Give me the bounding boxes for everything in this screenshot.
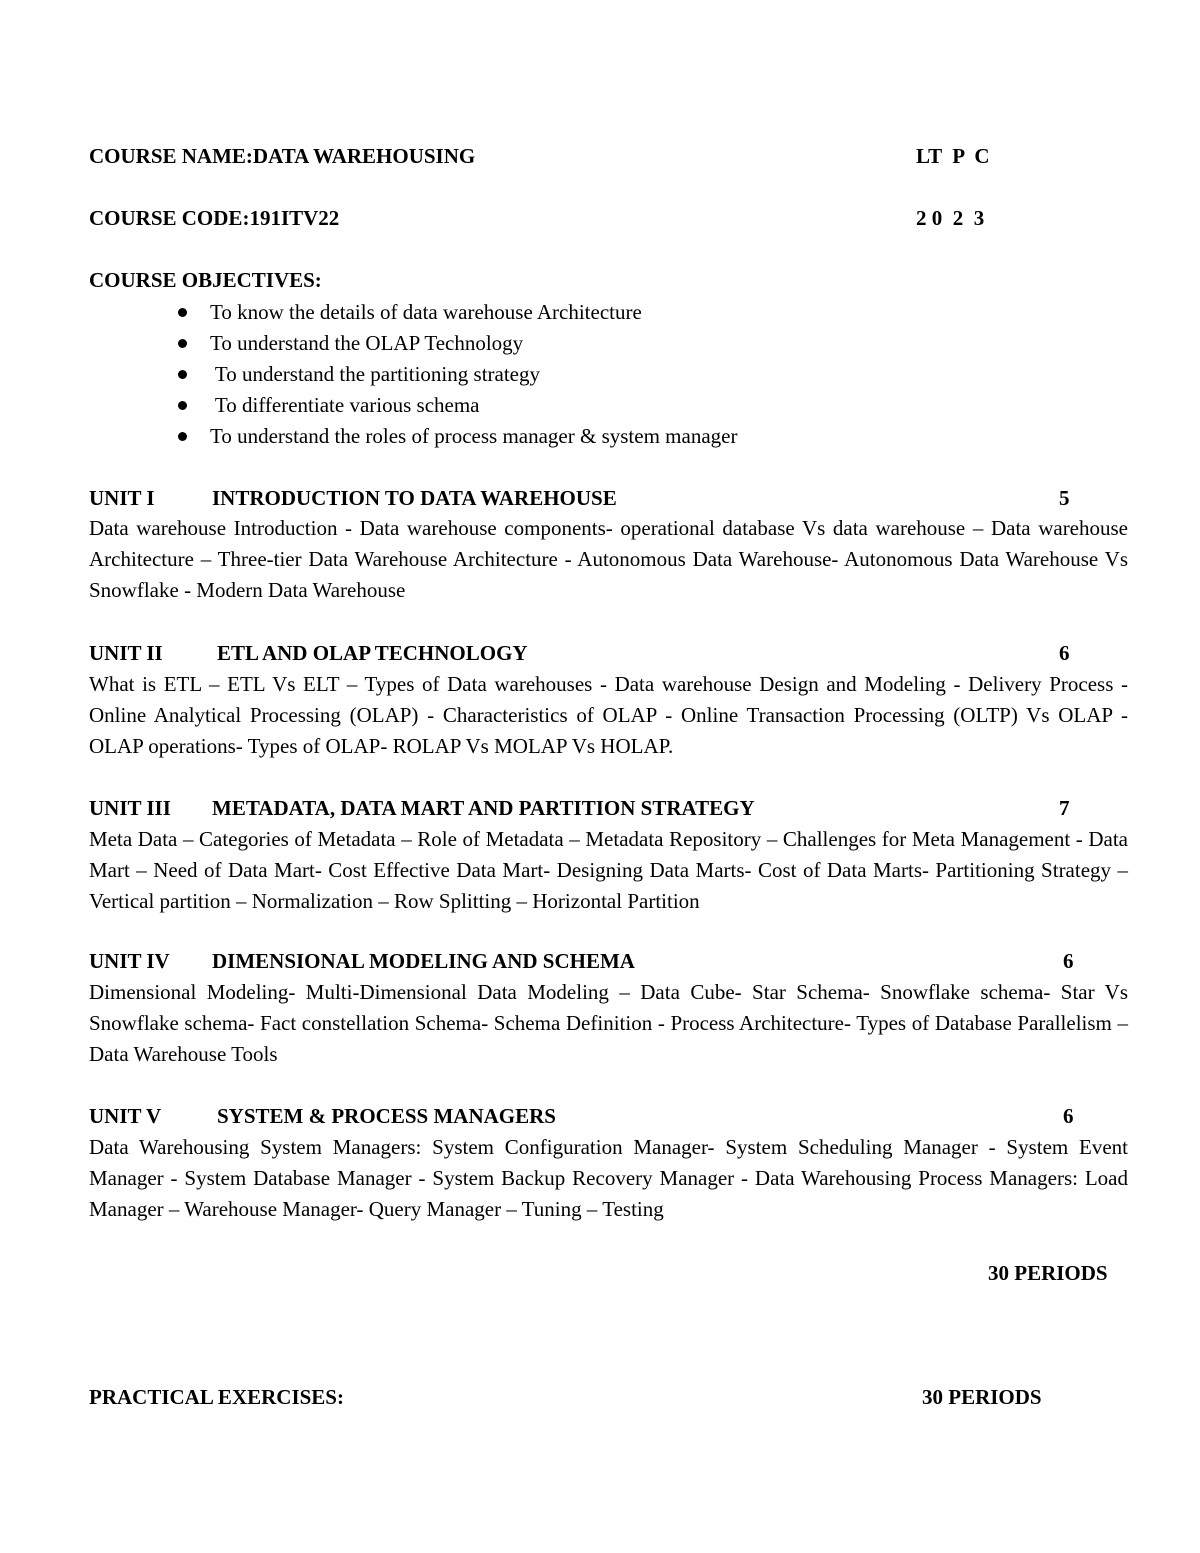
- course-name-line: [89, 144, 475, 168]
- unit-title: DIMENSIONAL MODELING AND SCHEMA: [212, 949, 635, 973]
- unit-5-content: Data Warehousing System Managers: System Configuration Manager- System Scheduling Manager - System Event Manager - System Database Manager - System Backup Recovery Manager - Data Warehousing Process Managers: Load Manager – Warehouse Manager- Query Manager – Tuning – Testing: [89, 1135, 1128, 1221]
- unit-1-heading: [89, 486, 1079, 512]
- objective-item: To understand the roles of process manager & system manager: [178, 422, 737, 453]
- unit-hours: 6: [1059, 641, 1070, 665]
- objective-item: To understand the partitioning strategy: [178, 360, 737, 391]
- unit-3-content: Meta Data – Categories of Metadata – Role of Metadata – Metadata Repository – Challenges for Meta Management - Data Mart – Need of Data Mart- Cost Effective Data Mart- Designing Data Marts- Cost of Data Marts- Partitioning Strategy – Vertical partition – Normalization – Row Splitting – Horizontal Partition: [89, 827, 1128, 913]
- objectives-list: [178, 298, 737, 453]
- bullet-icon: [178, 370, 187, 379]
- unit-3-heading: [89, 796, 1079, 822]
- unit-title: SYSTEM & PROCESS MANAGERS: [217, 1104, 556, 1128]
- total-periods: 30 PERIODS: [988, 1261, 1108, 1285]
- unit-title: INTRODUCTION TO DATA WAREHOUSE: [212, 486, 617, 510]
- unit-hours: 6: [1063, 949, 1074, 973]
- objective-item: To differentiate various schema: [178, 391, 737, 422]
- course-code-label: COURSE CODE:: [89, 206, 250, 230]
- ltpc-values: 2 0 2 3: [916, 206, 985, 230]
- unit-hours: 7: [1059, 796, 1070, 820]
- unit-number: UNIT I: [89, 486, 155, 510]
- objective-item: To understand the OLAP Technology: [178, 329, 737, 360]
- bullet-icon: [178, 432, 187, 441]
- unit-title: ETL AND OLAP TECHNOLOGY: [217, 641, 528, 665]
- course-objectives-heading: COURSE OBJECTIVES:: [89, 268, 322, 292]
- unit-number: UNIT II: [89, 641, 163, 665]
- bullet-icon: [178, 339, 187, 348]
- unit-2-heading: [89, 641, 1079, 667]
- unit-number: UNIT V: [89, 1104, 162, 1128]
- bullet-icon: [178, 308, 187, 317]
- unit-hours: 5: [1059, 486, 1070, 510]
- unit-number: UNIT III: [89, 796, 171, 820]
- practical-exercises-label: PRACTICAL EXERCISES:: [89, 1385, 344, 1409]
- unit-1-content: Data warehouse Introduction - Data warehouse components- operational database Vs data warehouse – Data warehouse Architecture – Three-tier Data Warehouse Architecture - Autonomous Data Warehouse- Autonomous Data Warehouse Vs Snowflake - Modern Data Warehouse: [89, 516, 1128, 602]
- unit-4-heading: [89, 949, 1079, 975]
- unit-2-content: What is ETL – ETL Vs ELT – Types of Data warehouses - Data warehouse Design and Modeling - Delivery Process - Online Analytical Processing (OLAP) - Characteristics of OLAP - Online Transaction Processing (OLTP) Vs OLAP - OLAP operations- Types of OLAP- ROLAP Vs MOLAP Vs HOLAP.: [89, 672, 1128, 758]
- unit-title: METADATA, DATA MART AND PARTITION STRATEGY: [212, 796, 755, 820]
- unit-number: UNIT IV: [89, 949, 170, 973]
- bullet-icon: [178, 401, 187, 410]
- practical-periods: 30 PERIODS: [922, 1385, 1042, 1409]
- unit-5-heading: [89, 1104, 1079, 1130]
- course-code-line: [89, 206, 339, 230]
- unit-hours: 6: [1063, 1104, 1074, 1128]
- course-name-label: COURSE NAME:: [89, 144, 253, 168]
- course-code-value: 191ITV22: [249, 206, 340, 230]
- objective-item: To know the details of data warehouse Architecture: [178, 298, 737, 329]
- unit-4-content: Dimensional Modeling- Multi-Dimensional Data Modeling – Data Cube- Star Schema- Snowflake schema- Star Vs Snowflake schema- Fact constellation Schema- Schema Definition - Process Architecture- Types of Database Parallelism – Data Warehouse Tools: [89, 980, 1128, 1066]
- ltpc-header: LT P C: [916, 144, 990, 168]
- course-name-value: DATA WAREHOUSING: [252, 144, 476, 168]
